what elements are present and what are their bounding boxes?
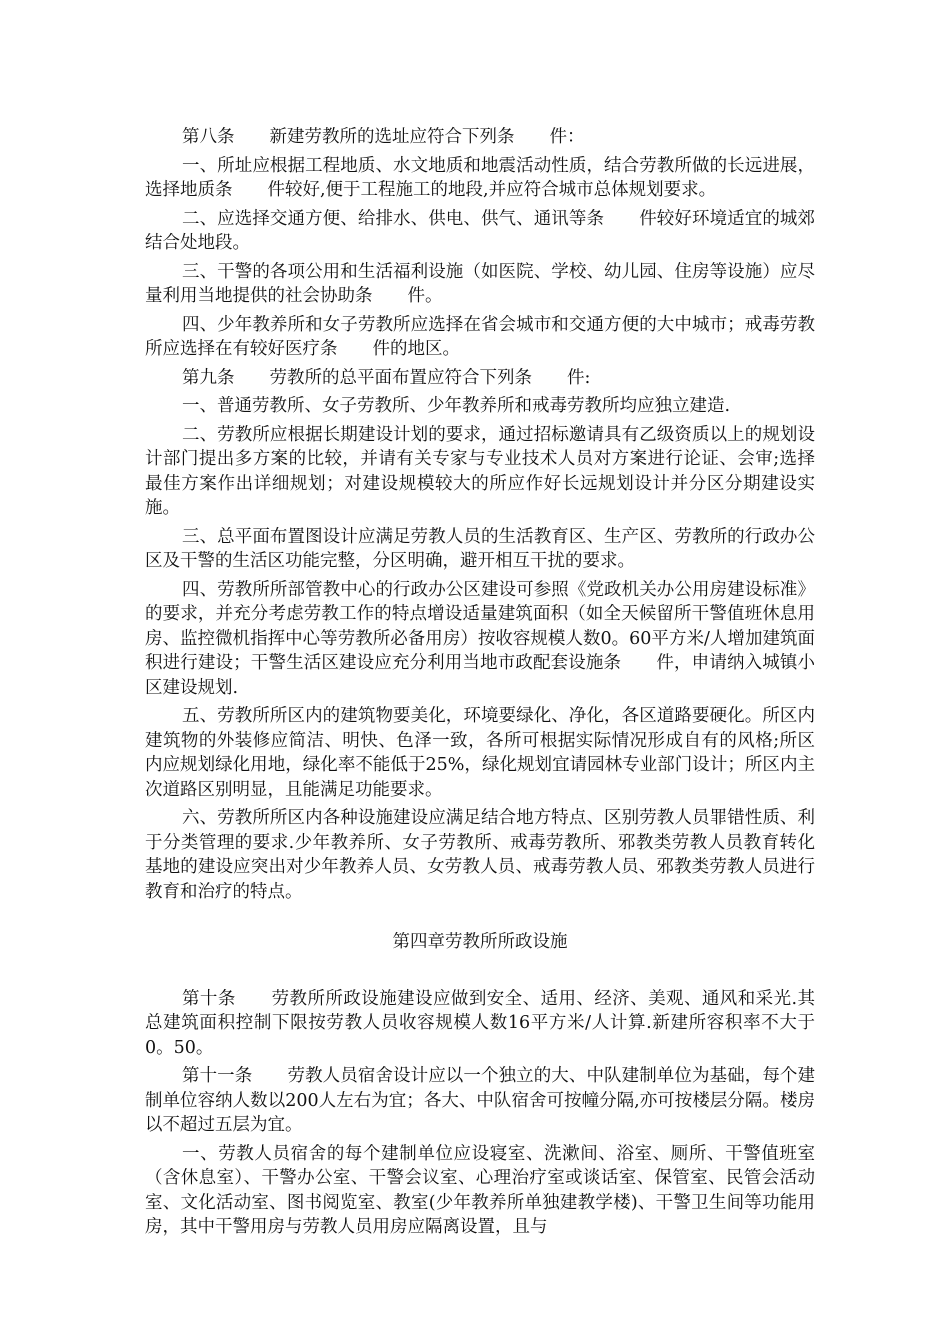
paragraph-article-9-item-3: 三、总平面布置图设计应满足劳教人员的生活教育区、生产区、劳教所的行政办公区及干警的生活区功能完整，分区明确，避开相互干扰的要求。 <box>145 526 815 571</box>
paragraph-article-8-item-2: 二、应选择交通方便、给排水、供电、供气、通讯等条 件较好环境适宜的城郊结合处地段。 <box>145 208 815 253</box>
paragraph-article-8-item-1: 一、所址应根据工程地质、水文地质和地震活动性质，结合劳教所做的长远进展，选择地质条 件较好,便于工程施工的地段,并应符合城市总体规划要求。 <box>145 155 815 200</box>
paragraph-article-9-item-4: 四、劳教所所部管教中心的行政办公区建设可参照《党政机关办公用房建设标准》的要求，并充分考虑劳教工作的特点增设适量建筑面积（如全天候留所干警值班休息用房、监控微机指挥中心等劳教所必备用房）按收容规模人数0。60平方米/人增加建筑面积进行建设；干警生活区建设应充分利用当地市政配套设施条 件，申请纳入城镇小区建设规划. <box>145 579 815 698</box>
chapter-title: 第四章劳教所所政设施 <box>392 932 568 952</box>
paragraph-article-9-item-1: 一、普通劳教所、女子劳教所、少年教养所和戒毒劳教所均应独立建造. <box>182 396 731 416</box>
paragraph-article-10: 第十条 劳教所所政设施建设应做到安全、适用、经济、美观、通风和采光.其总建筑面积控制下限按劳教人员收容规模人数16平方米/人计算.新建所容积率不大于0。50。 <box>145 988 815 1058</box>
paragraph-article-8-item-4: 四、少年教养所和女子劳教所应选择在省会城市和交通方便的大中城市；戒毒劳教所应选择在有较好医疗条 件的地区。 <box>145 314 815 359</box>
paragraph-article-9-item-5: 五、劳教所所区内的建筑物要美化，环境要绿化、净化，各区道路要硬化。所区内建筑物的外装修应简洁、明快、色泽一致，各所可根据实际情况形成自有的风格;所区内应规划绿化用地，绿化率不能低于25%，绿化规划宜请园林专业部门设计；所区内主次道路区别明显，且能满足功能要求。 <box>145 706 815 800</box>
paragraph-article-11-item-1: 一、劳教人员宿舍的每个建制单位应设寝室、洗漱间、浴室、厕所、干警值班室（含休息室）、干警办公室、干警会议室、心理治疗室或谈话室、保管室、民管会活动室、文化活动室、图书阅览室、教室(少年教养所单独建教学楼)、干警卫生间等功能用房，其中干警用房与劳教人员用房应隔离设置，且与 <box>145 1143 815 1237</box>
paragraph-article-9: 第九条 劳教所的总平面布置应符合下列条 件: <box>182 367 591 388</box>
paragraph-article-9-item-6: 六、劳教所所区内各种设施建设应满足结合地方特点、区别劳教人员罪错性质、利于分类管理的要求.少年教养所、女子劳教所、戒毒劳教所、邪教类劳教人员教育转化基地的建设应突出对少年教养人员、女劳教人员、戒毒劳教人员、邪教类劳教人员进行教育和治疗的特点。 <box>145 808 815 902</box>
paragraph-article-8-item-3: 三、干警的各项公用和生活福利设施（如医院、学校、幼儿园、住房等设施）应尽量利用当地提供的社会协助条 件。 <box>145 261 815 306</box>
document-page <box>145 125 815 1244</box>
paragraph-article-8: 第八条 新建劳教所的选址应符合下列条 件： <box>182 127 585 147</box>
paragraph-article-11: 第十一条 劳教人员宿舍设计应以一个独立的大、中队建制单位为基础，每个建制单位容纳人数以200人左右为宜；各大、中队宿舍可按幢分隔,亦可按楼层分隔。楼房以不超过五层为宜。 <box>145 1066 815 1135</box>
paragraph-article-9-item-2: 二、劳教所应根据长期建设计划的要求，通过招标邀请具有乙级资质以上的规划设计部门提出多方案的比较，并请有关专家与专业技术人员对方案进行论证、会审;选择最佳方案作出详细规划；对建设规模较大的所应作好长远规划设计并分区分期建设实施。 <box>145 424 815 518</box>
